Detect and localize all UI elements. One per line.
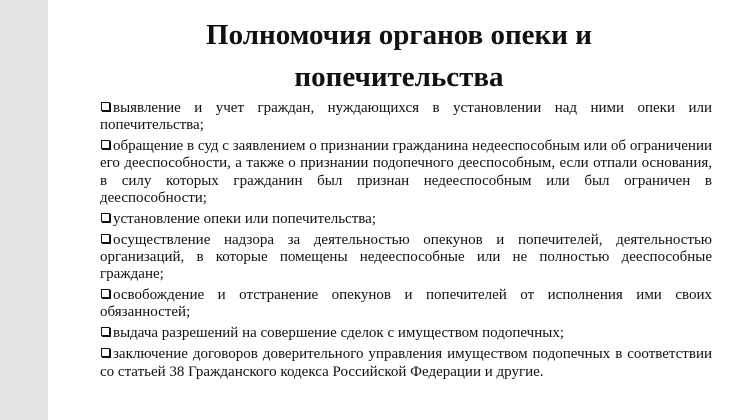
checkbox-square-icon <box>101 234 110 243</box>
bullet-text: установление опеки или попечительства; <box>113 210 376 227</box>
bullet-item <box>100 211 712 228</box>
title-line-2: попечительства <box>294 61 504 93</box>
slide-title <box>48 14 750 98</box>
bullet-text: заключение договоров доверительного управления имуществом подопечных в соответствии со статьей 38 Гражданского кодекса Российской Федерации и другие. <box>100 346 712 380</box>
slide-left-margin <box>0 0 48 420</box>
bullet-text: выявление и учет граждан, нуждающихся в установлении над ними опеки или попечительства; <box>100 100 712 134</box>
checkbox-square-icon <box>101 327 110 336</box>
bullet-item <box>100 100 712 134</box>
bullet-text: освобождение и отстранение опекунов и попечителей от исполнения ими своих обязанностей; <box>100 287 712 321</box>
checkbox-square-icon <box>101 348 110 357</box>
bullet-item <box>100 138 712 207</box>
bullet-item <box>100 325 712 342</box>
slide <box>48 0 750 420</box>
checkbox-square-icon <box>101 213 110 222</box>
bullet-list <box>100 100 712 385</box>
bullet-text: обращение в суд с заявлением о признании гражданина недееспособным или об ограничении его дееспособности, а также о признании подопечного дееспособным, если отпали основания, в силу которых гражданин был признан недееспособным или был ограничен в дееспособности; <box>100 138 712 206</box>
bullet-text: осуществление надзора за деятельностью опекунов и попечителей, деятельностью организаций, в которые помещены недееспособные или не полностью дееспособные граждане; <box>100 231 712 283</box>
checkbox-square-icon <box>101 102 110 111</box>
title-line-1: Полномочия органов опеки и <box>206 19 592 51</box>
bullet-text: выдача разрешений на совершение сделок с имуществом подопечных; <box>113 325 564 342</box>
checkbox-square-icon <box>101 289 110 298</box>
bullet-item <box>100 346 712 380</box>
bullet-item <box>100 232 712 284</box>
checkbox-square-icon <box>101 140 110 149</box>
bullet-item <box>100 287 712 321</box>
